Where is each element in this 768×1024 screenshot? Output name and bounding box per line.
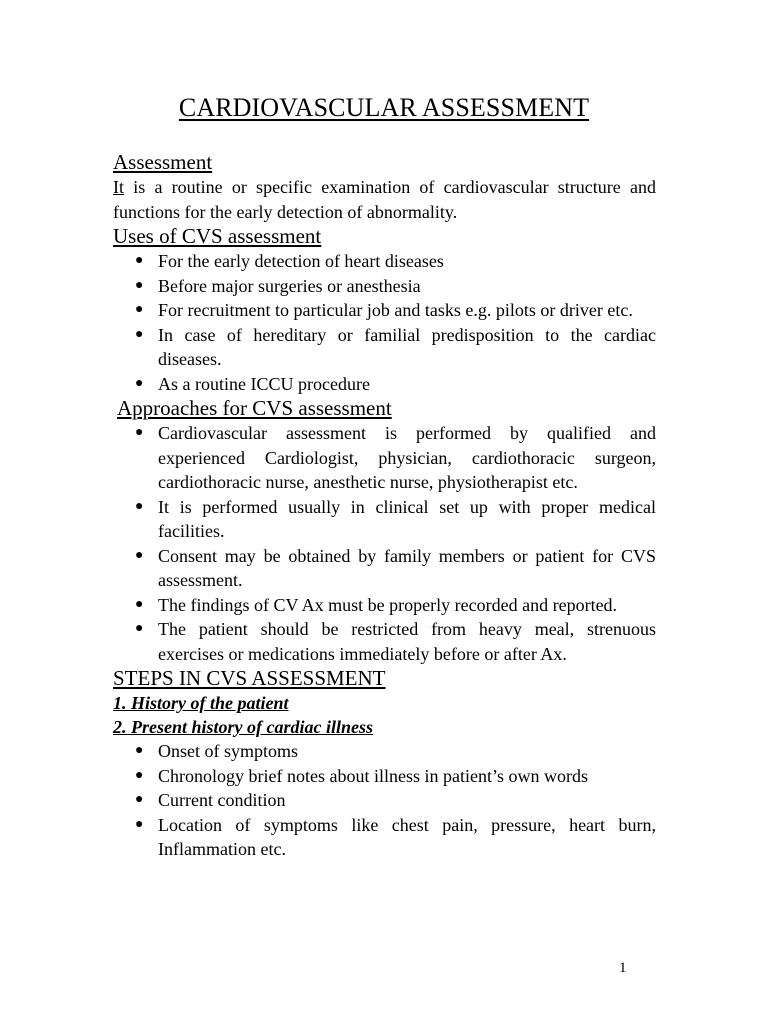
assessment-paragraph	[113, 175, 656, 224]
bullet-icon: ●	[135, 253, 144, 268]
list-item-text: As a routine ICCU procedure	[158, 373, 370, 394]
list-item-text: Onset of symptoms	[158, 741, 299, 761]
heading-steps: STEPS IN CVS ASSESSMENT	[113, 666, 386, 690]
list-item	[113, 372, 656, 397]
bullet-icon: ●	[135, 302, 144, 317]
list-item-text: Before major surgeries or anesthesia	[158, 275, 421, 296]
list-item	[113, 323, 656, 372]
bullet-icon: ●	[135, 596, 144, 612]
list-item	[113, 274, 656, 299]
list-item-text: Current condition	[158, 790, 286, 810]
bullet-icon: ●	[135, 792, 144, 807]
list-item-text: Cardiovascular assessment is performed by qualified and experienced Cardiologist, physician, cardiothoracic surgeon, cardiothoracic nurse, anesthetic nurse, physiotherapist etc.	[158, 423, 656, 492]
bullet-icon: ●	[135, 547, 144, 563]
bullet-icon: ●	[135, 277, 144, 293]
approaches-list	[113, 421, 656, 666]
bullet-icon: ●	[135, 621, 144, 636]
assessment-text: is a routine or specific examination of cardiovascular structure and functions for the early detection of abnormality.	[113, 177, 656, 222]
list-item	[113, 813, 656, 862]
list-item	[113, 495, 656, 544]
bullet-icon: ●	[135, 425, 144, 440]
heading-approaches: Approaches for CVS assessment	[117, 396, 392, 420]
list-item-text: Chronology brief notes about illness in patient’s own words	[158, 765, 588, 786]
list-item-text: For the early detection of heart diseases	[158, 251, 444, 271]
uses-list	[113, 249, 656, 396]
list-item-text: In case of hereditary or familial predisposition to the cardiac diseases.	[158, 324, 656, 369]
list-item	[113, 764, 656, 789]
list-item	[113, 421, 656, 495]
bullet-icon: ●	[135, 326, 144, 342]
list-item-text: The findings of CV Ax must be properly recorded and reported.	[158, 594, 618, 615]
list-item	[113, 739, 656, 764]
steps-list	[113, 739, 656, 862]
document-body	[113, 150, 656, 862]
list-item	[113, 617, 656, 666]
list-item-text: For recruitment to particular job and tasks e.g. pilots or driver etc.	[158, 300, 633, 320]
list-item	[113, 788, 656, 813]
subheading-present-history: 2. Present history of cardiac illness	[113, 717, 373, 737]
page-number: 1	[619, 960, 627, 976]
list-item	[113, 249, 656, 274]
assessment-lead-word: It	[113, 177, 124, 197]
list-item-text: The patient should be restricted from heavy meal, strenuous exercises or medications immediately before or after Ax.	[158, 619, 656, 664]
heading-uses: Uses of CVS assessment	[113, 224, 322, 248]
list-item-text: Consent may be obtained by family members or patient for CVS assessment.	[158, 545, 656, 590]
bullet-icon: ●	[135, 498, 144, 514]
list-item	[113, 544, 656, 593]
list-item	[113, 298, 656, 323]
bullet-icon: ●	[135, 375, 144, 391]
heading-assessment: Assessment	[113, 150, 213, 174]
list-item-text: Location of symptoms like chest pain, pressure, heart burn, Inflammation etc.	[158, 814, 656, 859]
bullet-icon: ●	[135, 743, 144, 758]
list-item	[113, 593, 656, 618]
subheading-history: 1. History of the patient	[113, 693, 289, 713]
bullet-icon: ●	[135, 816, 144, 832]
list-item-text: It is performed usually in clinical set up with proper medical facilities.	[158, 496, 656, 541]
bullet-icon: ●	[135, 767, 144, 783]
document-title: CARDIOVASCULAR ASSESSMENT	[178, 93, 590, 122]
